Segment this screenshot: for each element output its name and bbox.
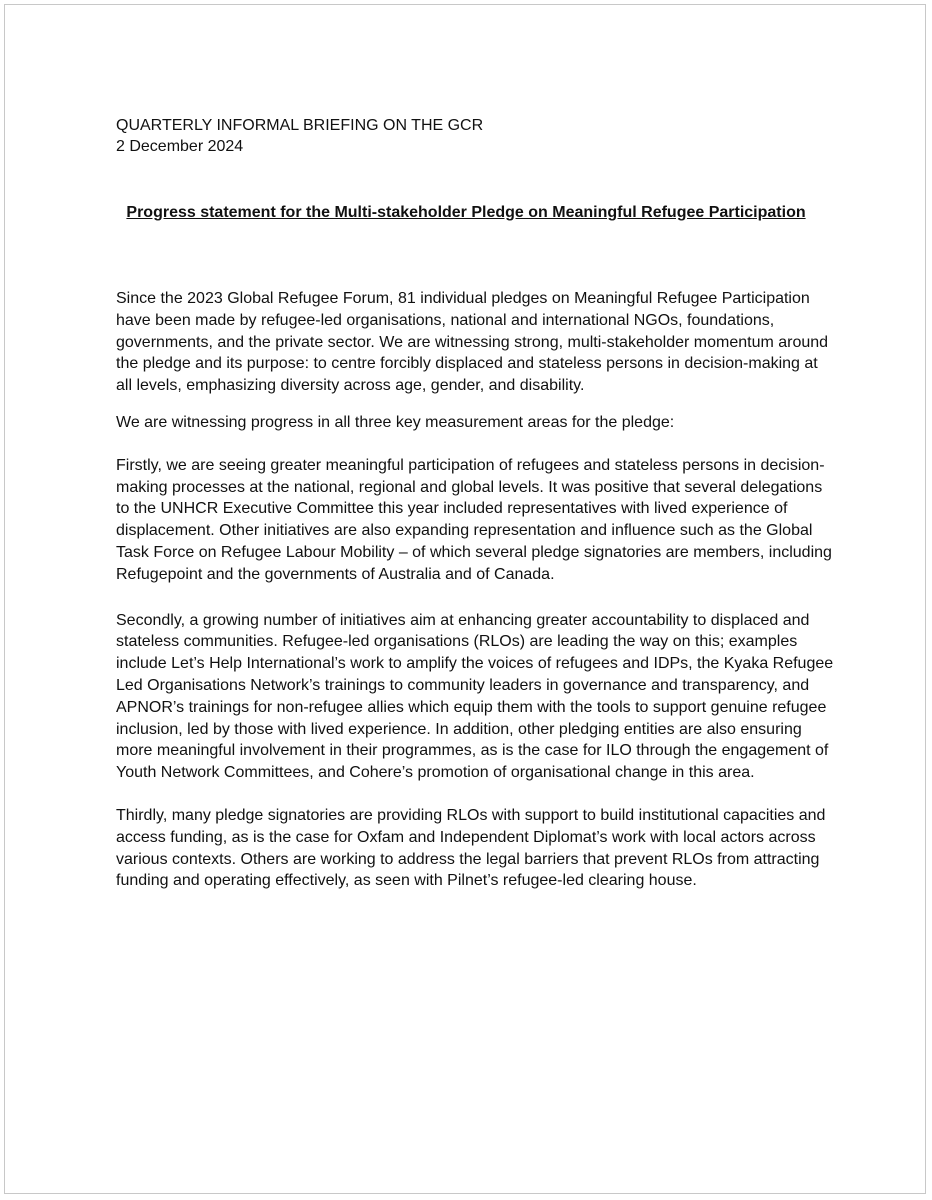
paragraph-secondly: Secondly, a growing number of initiatives aim at enhancing greater accountability to displaced and stateless communities. Refugee-led organisations (RLOs) are leading the way on this; examples include Let’s Help International’s work to amplify the voices of refugees and IDPs, the Kyaka Refugee Led Organisations Network’s trainings to community leaders in governance and transparency, and APNOR’s trainings for non-refugee allies which equip them with the tools to support genuine refugee inclusion, led by those with lived experience. In addition, other pledging entities are also ensuring more meaningful involvement in their programmes, as is the case for ILO through the engagement of Youth Network Committees, and Cohere’s promotion of organisational change in this area. (116, 611, 834, 782)
paragraph-intro: Since the 2023 Global Refugee Forum, 81 individual pledges on Meaningful Refugee Participation have been made by refugee-led organisations, national and international NGOs, foundations, governments, and the private sector. We are witnessing strong, multi-stakeholder momentum around the pledge and its purpose: to centre forcibly displaced and stateless persons in decision-making at all levels, emphasizing diversity across age, gender, and disability. (116, 290, 829, 395)
document-page (4, 4, 926, 1194)
paragraph-firstly: Firstly, we are seeing greater meaningful participation of refugees and stateless persons in decision-making processes at the national, regional and global levels. It was positive that several delegations to the UNHCR Executive Committee this year included representatives with lived experience of displacement. Other initiatives are also expanding representation and influence such as the Global Task Force on Refugee Labour Mobility – of which several pledge signatories are members, including Refugepoint and the governments of Australia and of Canada. (116, 456, 832, 583)
briefing-date: 2 December 2024 (116, 138, 244, 155)
statement-title: Progress statement for the Multi-stakeholder Pledge on Meaningful Refugee Participation (126, 204, 806, 221)
paragraph-progress-summary: We are witnessing progress in all three key measurement areas for the pledge: (116, 413, 675, 431)
document-body (116, 288, 834, 892)
document-header (116, 115, 483, 157)
paragraph-thirdly: Thirdly, many pledge signatories are providing RLOs with support to build institutional capacities and access funding, as is the case for Oxfam and Independent Diplomat’s work with local actors across various contexts. Others are working to address the legal barriers that prevent RLOs from attracting funding and operating effectively, as seen with Pilnet’s refugee-led clearing house. (116, 806, 826, 890)
briefing-title: QUARTERLY INFORMAL BRIEFING ON THE GCR (116, 117, 484, 134)
